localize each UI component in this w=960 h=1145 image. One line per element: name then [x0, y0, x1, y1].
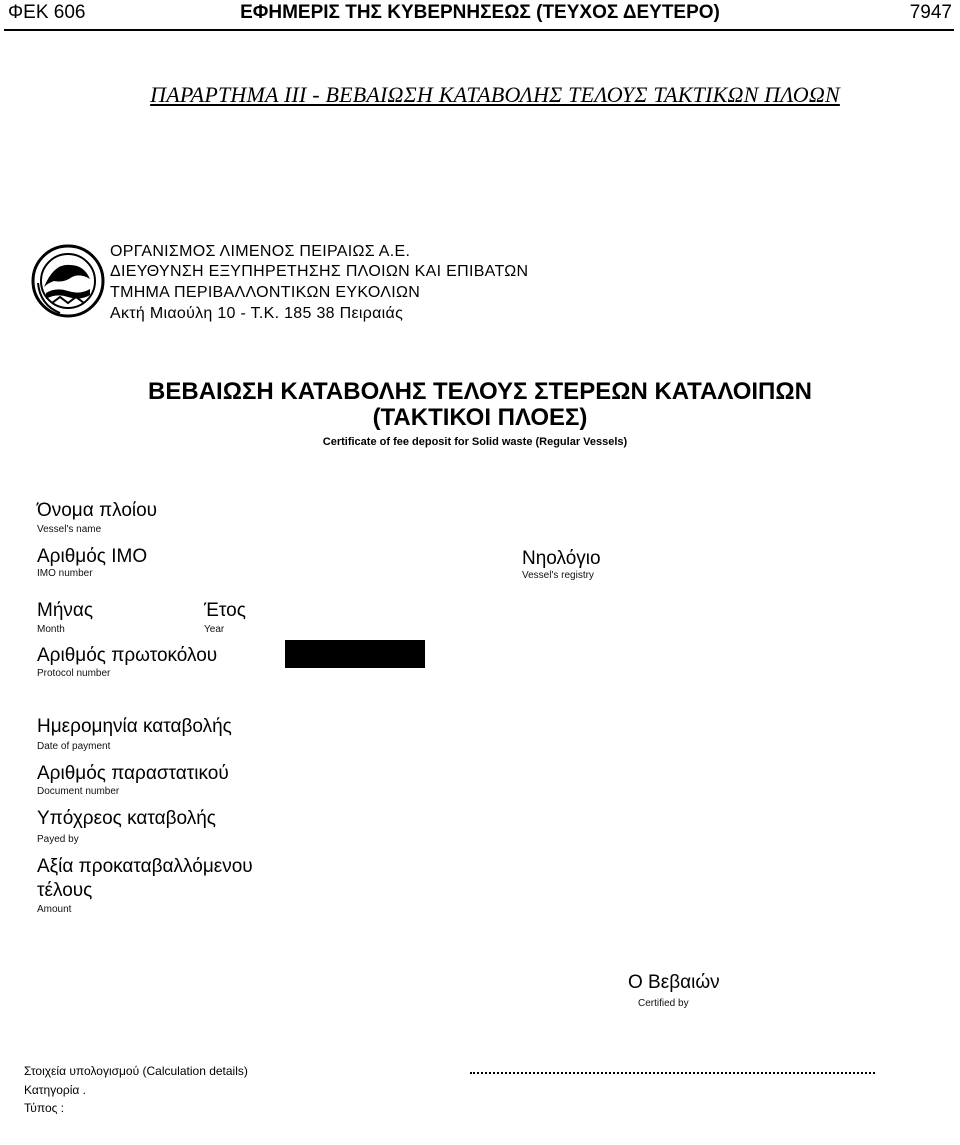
amount-label-line-2: τέλους [37, 880, 93, 901]
imo-number-label: Αριθμός ΙΜΟ [37, 546, 148, 567]
month-sublabel: Month [37, 624, 65, 635]
protocol-label: Αριθμός πρωτοκόλου [37, 645, 218, 666]
org-line-1: ΟΡΓΑΝΙΣΜΟΣ ΛΙΜΕΝΟΣ ΠΕΙΡΑΙΩΣ Α.Ε. [110, 243, 411, 260]
certificate-subtitle: Certificate of fee deposit for Solid waste (Regular Vessels) [322, 436, 628, 448]
header-divider [4, 29, 954, 31]
year-label: Έτος [204, 600, 246, 621]
certifier-label: Ο Βεβαιών [628, 972, 720, 993]
redacted-protocol-value [285, 640, 425, 668]
payment-date-sublabel: Date of payment [37, 741, 111, 752]
category-label: Κατηγορία . [24, 1083, 86, 1097]
payer-sublabel: Payed by [37, 834, 79, 845]
amount-sublabel: Amount [37, 904, 72, 915]
registry-sublabel: Vessel's registry [522, 570, 594, 581]
type-label: Τύπος : [24, 1101, 65, 1115]
gazette-title: ΕΦΗΜΕΡΙΣ ΤΗΣ ΚΥΒΕΡΝΗΣΕΩΣ (ΤΕΥΧΟΣ ΔΕΥΤΕΡΟ) [240, 2, 720, 23]
document-number-sublabel: Document number [37, 786, 120, 797]
registry-label: Νηολόγιο [522, 548, 601, 569]
calculation-dotted-line [470, 1072, 875, 1074]
year-sublabel: Year [204, 624, 225, 635]
org-address: Ακτή Μιαούλη 10 - Τ.Κ. 185 38 Πειραιάς [110, 305, 404, 322]
org-line-3: ΤΜΗΜΑ ΠΕΡΙΒΑΛΛΟΝΤΙΚΩΝ ΕΥΚΟΛΙΩΝ [110, 284, 421, 301]
payer-label: Υπόχρεος καταβολής [37, 808, 216, 829]
certifier-sublabel: Certified by [638, 998, 689, 1009]
imo-number-sublabel: IMO number [37, 568, 93, 579]
gazette-issue-number: ΦΕΚ 606 [8, 2, 86, 23]
annex-title: ΠΑΡΑΡΤΗΜΑ ΙΙΙ - ΒΕΒΑΙΩΣΗ ΚΑΤΑΒΟΛΗΣ ΤΕΛΟΥΣ ΤΑΚΤΙΚΩΝ ΠΛΟΩΝ [150, 82, 840, 107]
page-number: 7947 [909, 2, 952, 23]
protocol-sublabel: Protocol number [37, 668, 111, 679]
amount-label: Αξία προκαταβαλλόμενου [37, 856, 253, 877]
payment-date-label: Ημερομηνία καταβολής [37, 716, 232, 737]
port-authority-logo-icon [30, 243, 106, 319]
document-number-label: Αριθμός παραστατικού [37, 763, 229, 784]
vessel-name-label: Όνομα πλοίου [37, 500, 158, 521]
vessel-name-sublabel: Vessel's name [37, 524, 102, 535]
certificate-title: ΒΕΒΑΙΩΣΗ ΚΑΤΑΒΟΛΗΣ ΤΕΛΟΥΣ ΣΤΕΡΕΩΝ ΚΑΤΑΛΟΙΠΩΝ [148, 378, 812, 405]
month-label: Μήνας [37, 600, 94, 621]
calculation-details-title: Στοιχεία υπολογισμού (Calculation details) [24, 1064, 248, 1078]
org-line-2: ΔΙΕΥΘΥΝΣΗ ΕΞΥΠΗΡΕΤΗΣΗΣ ΠΛΟΙΩΝ ΚΑΙ ΕΠΙΒΑΤΩΝ [110, 263, 529, 280]
certificate-title-line-2: (ΤΑΚΤΙΚΟΙ ΠΛΟΕΣ) [372, 404, 588, 431]
